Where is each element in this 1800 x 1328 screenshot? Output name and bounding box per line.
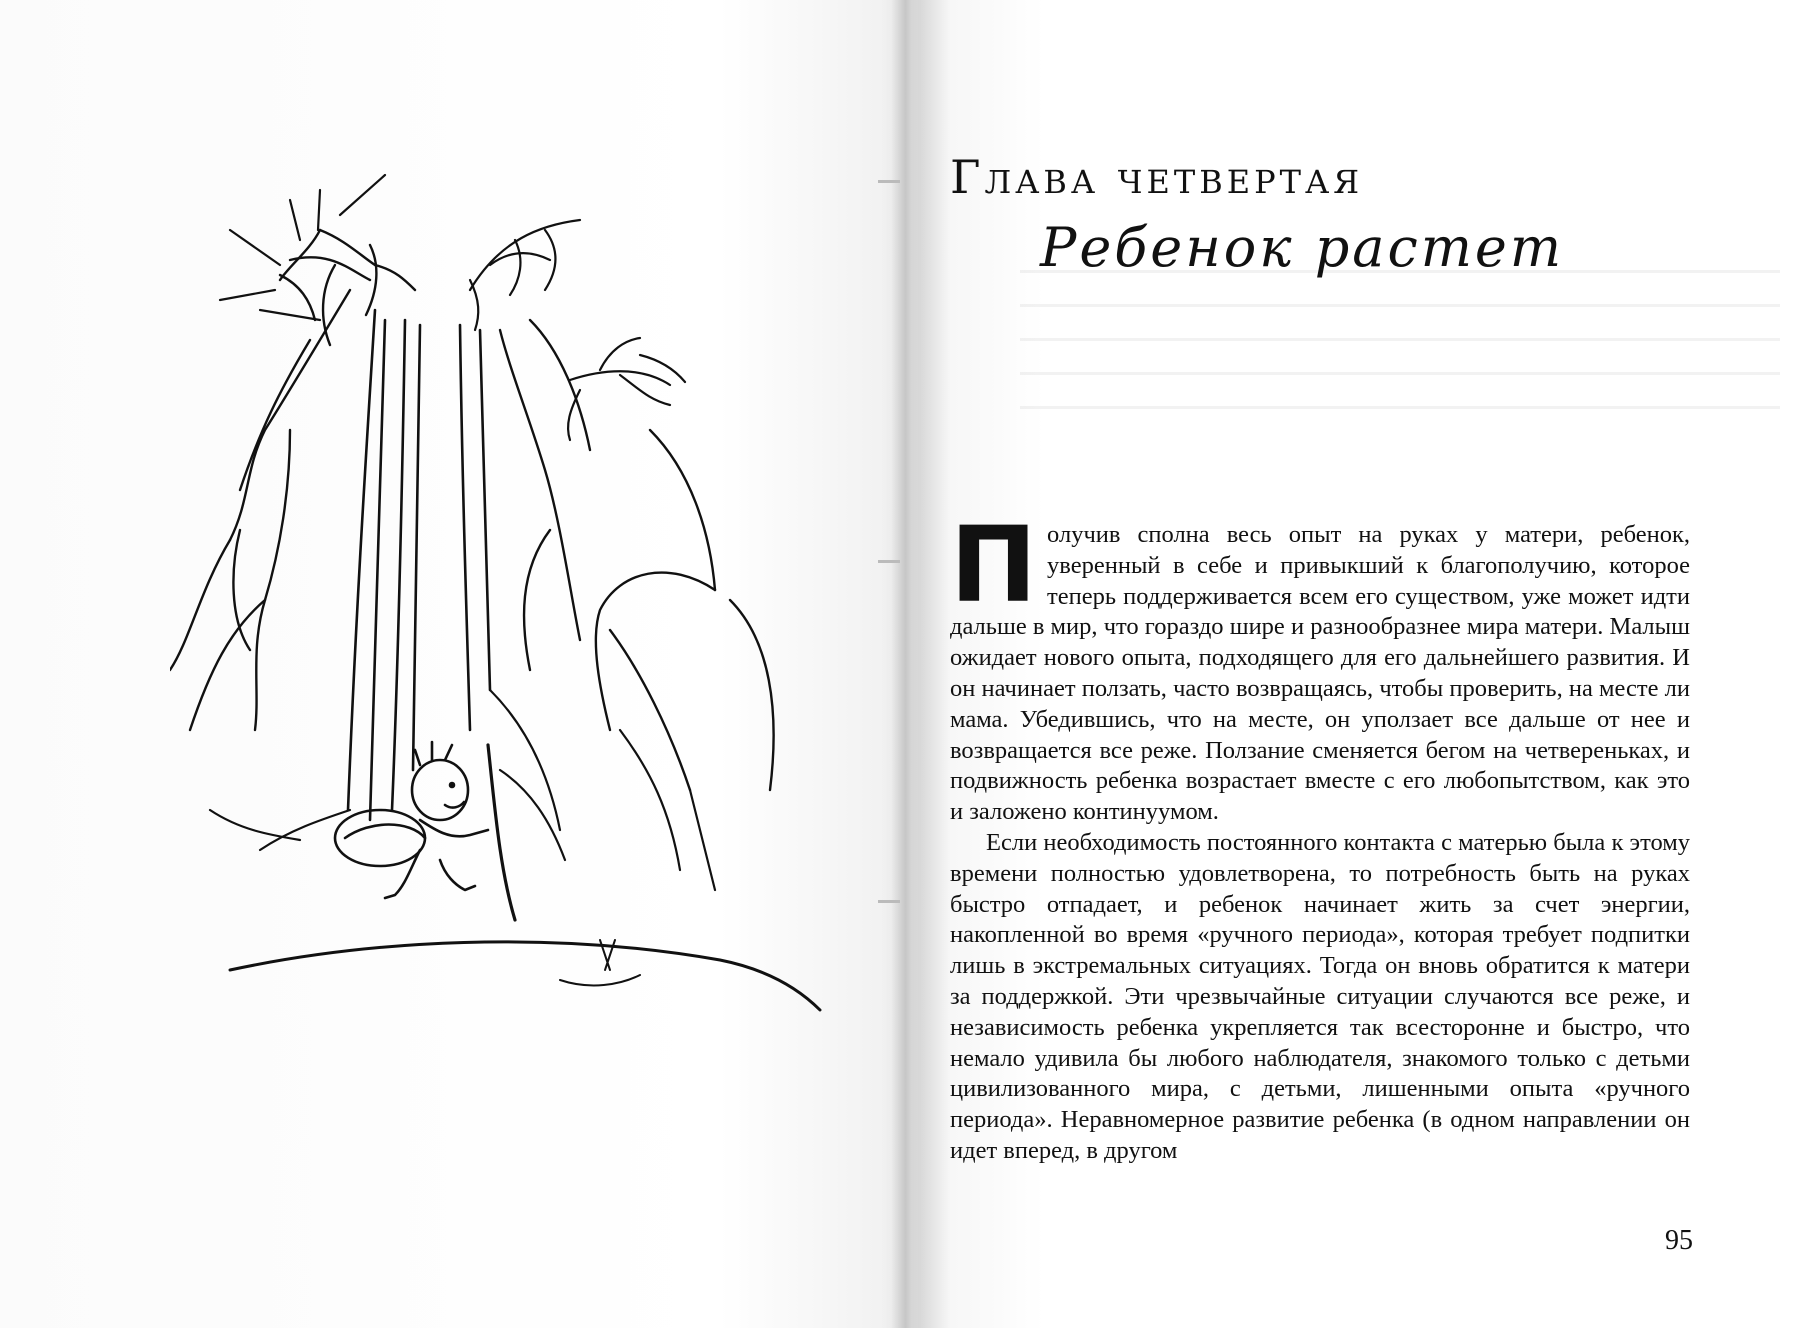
paragraph-1 [950,504,1690,828]
paragraph-2: Если необходимость постоянного контакта с матерью была к этому времени полностью удовлетворена, то потребность быть на руках быстро отпадает, и ребенок начинает жить за счет энергии, накопленной во время «ручного периода», которая требует подпитки лишь в экстремальных ситуациях. Тогда он вновь обратится к матери за поддержкой. Эти чрезвычайные ситуации случаются все реже, и независимость ребенка укрепляется так всесторонне и быстро, что немало удивила бы любого наблюдателя, знакомого только с детьми цивилизованного мира, с детьми, лишенными опыта «ручного периода». Неравномерное развитие ребенка (в одном направлении он идет вперед, в другом [950,828,1690,1164]
drop-cap: П [950,504,1038,626]
chapter-body [950,504,1690,1167]
chapter-label: Глава четвертая [950,150,1364,204]
gutter-mark [878,560,900,563]
page-number: 95 [1665,1225,1693,1256]
right-page [930,0,1800,1328]
waterfall-child-hiker-illustration [170,170,910,1150]
show-through-text [1020,270,1780,420]
chapter-title: Ребенок растет [1040,216,1565,279]
paragraph-1-text: олучив сполна весь опыт на руках у матери, ребенок, уверенный в себе и привыкший к благополучию, которое теперь поддерживается всем его существом, уже может идти дальше в мир, что гораздо шире и разнообразнее мира матери. Малыш ожидает нового опыта, подходящего для его дальнейшего развития. И он начинает ползать, часто возвращаясь, чтобы проверить, на месте ли мама. Убедившись, что на месте, он уползает все дальше от нее и возвращается все реже. Ползание сменяется бегом на четвереньках, и подвижность ребенка возрастает вместе с его любопытством, как это и заложено континуумом. [950,521,1690,826]
gutter-mark [878,180,900,183]
gutter-mark [878,900,900,903]
